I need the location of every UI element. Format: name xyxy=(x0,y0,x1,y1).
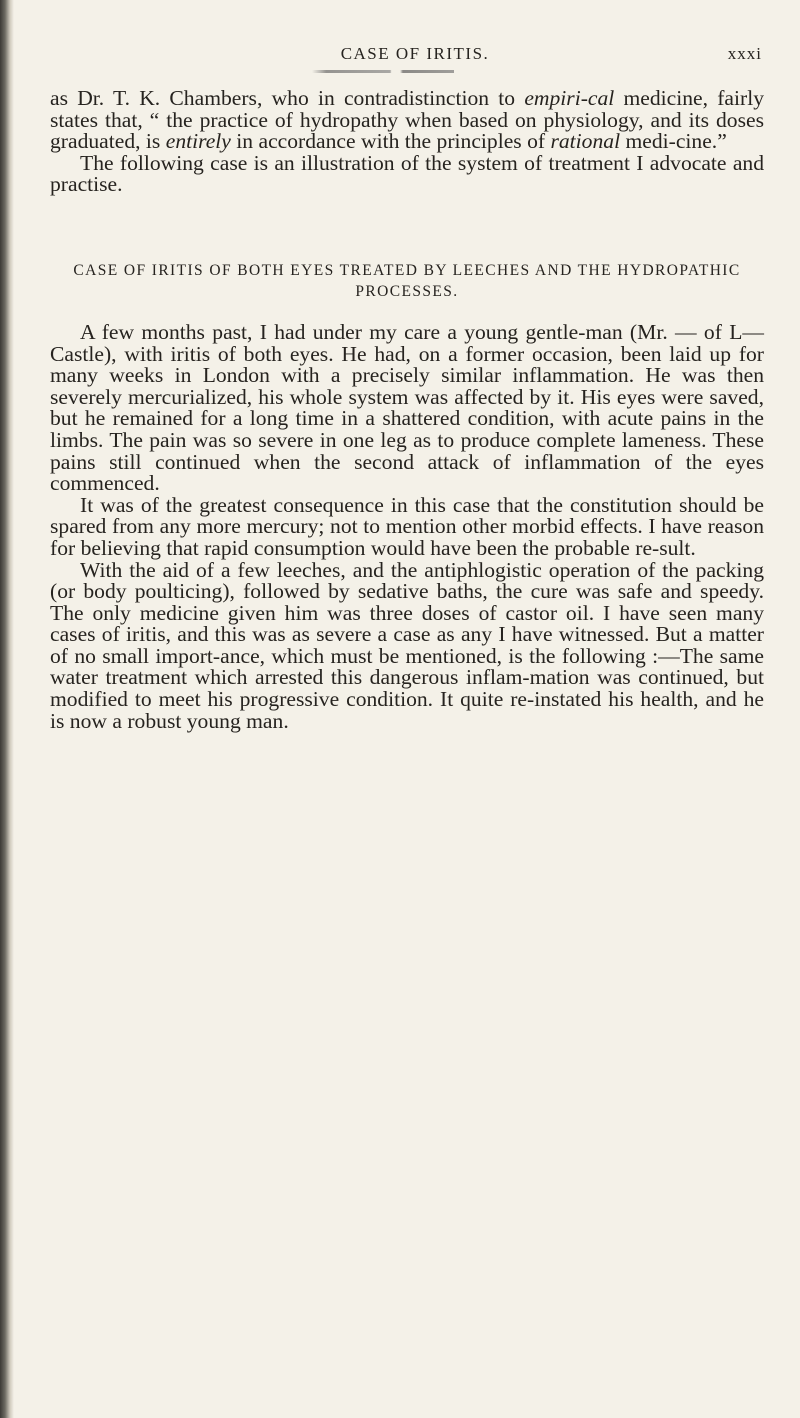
page-number: xxxi xyxy=(727,44,762,63)
case-paragraph-3: With the aid of a few leeches, and the antiphlogistic operation of the packing (or body poulticing), followed by sedative baths, the cure was safe and speedy. The only medicine given him was three doses of castor oil. I have seen many cases of iritis, and this was as severe a case as any I have witnessed. But a matter of no small import-ance, which must be mentioned, is the following :—The same water treatment which arrested this dangerous inflam-mation was continued, but modified to meet his progressive condition. It quite re-instated his health, and he is now a robust young man. xyxy=(50,557,764,733)
running-title: CASE OF IRITIS. xyxy=(340,44,490,63)
intro-mid-1: medicine, fairly states that, “ the practice of hydropathy when based on physiology, and its doses graduated, is xyxy=(50,86,765,154)
intro-mid-2: in accordance with the principles of xyxy=(230,129,551,154)
case-heading: CASE OF IRITIS OF BOTH EYES TREATED BY LEECHES AND THE HYDROPATHIC PROCESSES. xyxy=(73,261,741,300)
intro-paragraph xyxy=(50,88,764,153)
intro-em-entirely: entirely xyxy=(165,129,231,154)
intro-tail: medi-cine.” xyxy=(620,129,727,154)
intro-em-rational: rational xyxy=(550,129,621,154)
intro-lead: as Dr. T. K. Chambers, who in contradistinction to xyxy=(50,86,525,110)
case-paragraph-1: A few months past, I had under my care a young gentle-man (Mr. — of L— Castle), with iritis of both eyes. He had, on a former occasion, been laid up for many weeks in London with a precisely similar inflammation. He was then severely mercurialized, his whole system was affected by it. His eyes were saved, but he remained for a long time in a shattered condition, with acute pains in the limbs. The pain was so severe in one leg as to produce complete lameness. These pains still continued when the second attack of inflammation of the eyes commenced. xyxy=(50,319,764,496)
case-paragraph-2: It was of the greatest consequence in this case that the constitution should be spared from any more mercury; not to mention other morbid effects. I have reason for believing that rapid consumption would have been the probable re-sult. xyxy=(50,492,764,560)
running-header xyxy=(50,44,780,72)
intro-em-empirical: empiri-cal xyxy=(524,86,615,110)
body-text xyxy=(50,88,764,732)
illustration-paragraph: The following case is an illustration of the system of treatment I advocate and practise. xyxy=(50,150,764,197)
header-rule xyxy=(312,70,454,73)
